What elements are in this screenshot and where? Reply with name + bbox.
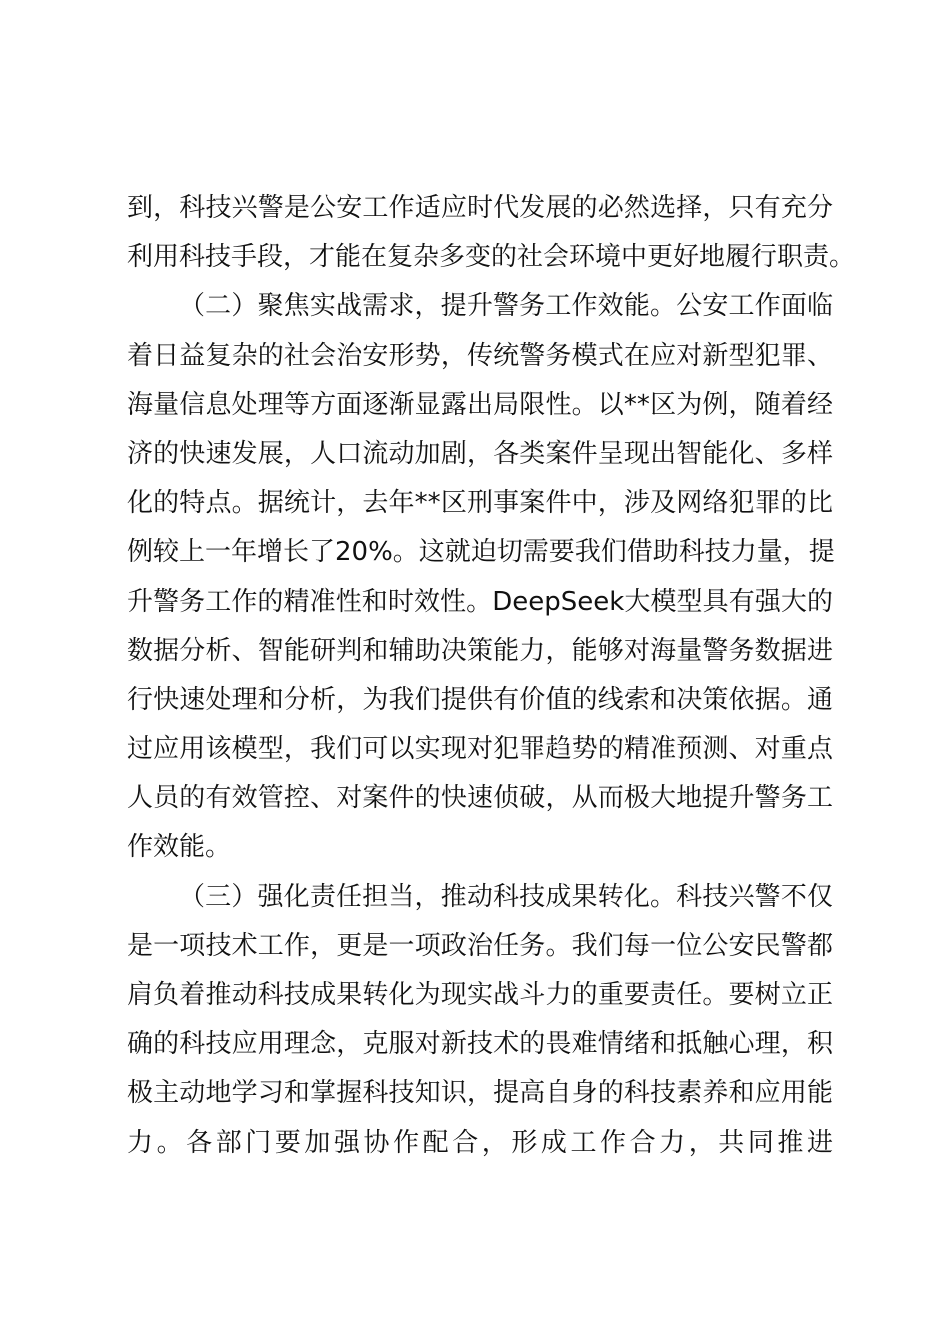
text-line: 到，科技兴警是公安工作适应时代发展的必然选择，只有充分 (127, 193, 833, 223)
text-line: 过应用该模型，我们可以实现对犯罪趋势的精准预测、对重点 (127, 734, 833, 765)
text-line: 利用科技手段，才能在复杂多变的社会环境中更好地履行职责。 (127, 242, 856, 273)
text-line: 例较上一年增长了20%。这就迫切需要我们借助科技力量，提 (127, 537, 835, 568)
body-text (127, 184, 856, 1168)
paragraph-heading-line: （三）强化责任担当，推动科技成果转化。科技兴警不仅 (179, 881, 833, 912)
text-line: 行快速处理和分析，为我们提供有价值的线索和决策依据。通 (127, 684, 833, 715)
text-line: 极主动地学习和掌握科技知识，提高自身的科技素养和应用能 (127, 1078, 833, 1109)
text-line: 人员的有效管控、对案件的快速侦破，从而极大地提升警务工 (127, 783, 833, 814)
paragraph-heading-line: （二）聚焦实战需求，提升警务工作效能。公安工作面临 (179, 291, 833, 322)
text-line: 济的快速发展，人口流动加剧，各类案件呈现出智能化、多样 (127, 438, 833, 469)
text-line: 是一项技术工作，更是一项政治任务。我们每一位公安民警都 (127, 930, 833, 961)
text-line: 着日益复杂的社会治安形势，传统警务模式在应对新型犯罪、 (127, 340, 833, 371)
text-line: 数据分析、智能研判和辅助决策能力，能够对海量警务数据进 (127, 635, 833, 666)
text-line: 升警务工作的精准性和时效性。DeepSeek大模型具有强大的 (127, 586, 833, 617)
text-line: 确的科技应用理念，克服对新技术的畏难情绪和抵触心理，积 (127, 1029, 833, 1060)
text-line: 海量信息处理等方面逐渐显露出局限性。以**区为例，随着经 (127, 389, 833, 420)
text-line: 肩负着推动科技成果转化为现实战斗力的重要责任。要树立正 (127, 980, 833, 1010)
text-line: 作效能。 (127, 832, 232, 863)
text-line: 力。各部门要加强协作配合，形成工作合力，共同推进 (127, 1127, 833, 1158)
text-line: 化的特点。据统计，去年**区刑事案件中，涉及网络犯罪的比 (127, 488, 833, 519)
